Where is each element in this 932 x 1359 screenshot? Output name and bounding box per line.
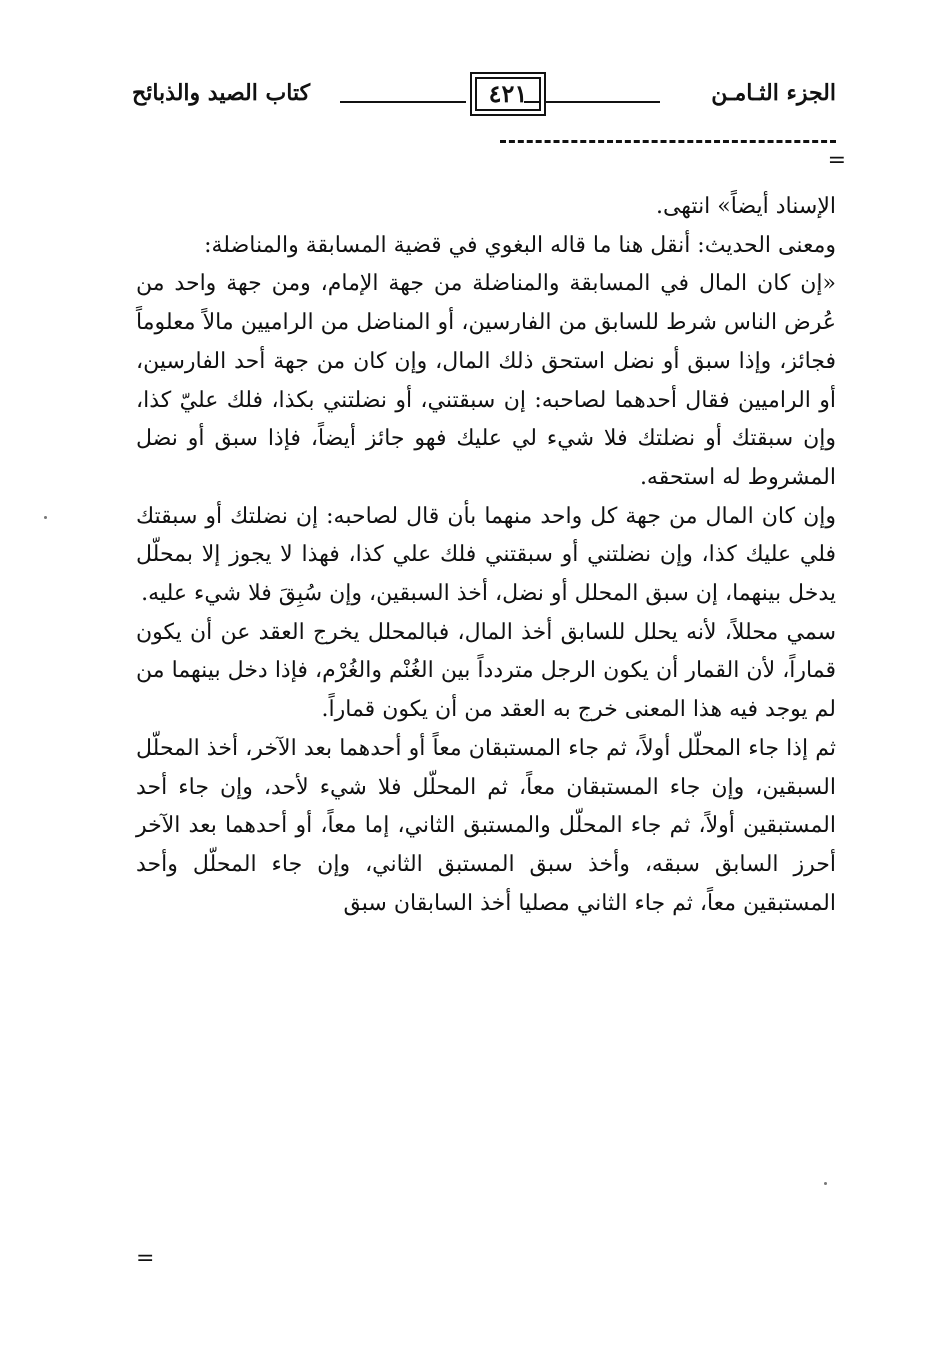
paragraph-5: سمي محللاً، لأنه يحلل للسابق أخذ المال، فبالمحلل يخرج العقد عن أن يكون قماراً، لأن القمار أن يكون الرجل متردداً بين الغُنْم والغُرْم، فإذا دخل بينهما من لم يوجد فيه هذا المعنى خرج به العقد من أن يكون قماراً. (136, 619, 836, 723)
header-dashed-divider (500, 140, 836, 143)
paragraph-2: ومعنى الحديث: أنقل هنا ما قاله البغوي في قضية المسابقة والمناضلة: (204, 232, 836, 258)
page-number-box: ٤٢١ (470, 72, 546, 116)
continuation-mark-top: = (827, 148, 846, 173)
scan-speck (44, 516, 47, 519)
paragraph-6: ثم إذا جاء المحلّل أولاً، ثم جاء المستبقان معاً أو أحدهما بعد الآخر، أخذ المحلّل السبقين، وإن جاء المستبقان معاً، ثم المحلّل فلا شيء لأحد، وإن جاء أحد المستبقين أولاً، ثم جاء المحلّل والمستبق الثاني، إما معاً، أو أحدهما بعد الآخر أحرز السابق سبقه، وأخذ سبق المستبق الثاني، وإن جاء المحلّل وأحد المستبقين معاً، ثم جاء الثاني مصليا أخذ السابقان سبق (136, 735, 836, 916)
continuation-mark-bottom: = (136, 1246, 155, 1271)
scan-speck (824, 1182, 827, 1185)
running-header (132, 72, 836, 120)
paragraph-3: «إن كان المال في المسابقة والمناضلة من جهة الإمام، ومن جهة واحد من عُرض الناس شرط للسابق من الفارسين، أو المناضل من الراميين مالاً معلوماً فجائز، وإذا سبق أو نضل استحق ذلك المال، وإن كان من جهة أحد الفارسين، أو الراميين فقال أحدهما لصاحبه: إن سبقتني، أو نضلتني بكذا، فلك عليّ كذا، وإن سبقتك أو نضلتك فلا شيء لي عليك فهو جائز أيضاً، فإذا سبق أو نضل المشروط له استحقه. (136, 271, 836, 490)
paragraph-4: وإن كان المال من جهة كل واحد منهما بأن قال لصاحبه: إن نضلتك أو سبقتك فلي عليك كذا، وإن نضلتني أو سبقتني فلك علي كذا، فهذا لا يجوز إلا بمحلّل يدخل بينهما، إن سبق المحلل أو نضل، أخذ السبقين، وإن سُبِقَ فلا شيء عليه. (136, 503, 836, 607)
part-label: الجزء الثـامـن (711, 80, 836, 106)
main-text (136, 188, 836, 1248)
paragraph-1: الإسناد أيضاً» انتهى. (655, 194, 836, 219)
header-rule-left (340, 101, 466, 103)
book-title: كتاب الصيد والذبائح (132, 80, 311, 106)
